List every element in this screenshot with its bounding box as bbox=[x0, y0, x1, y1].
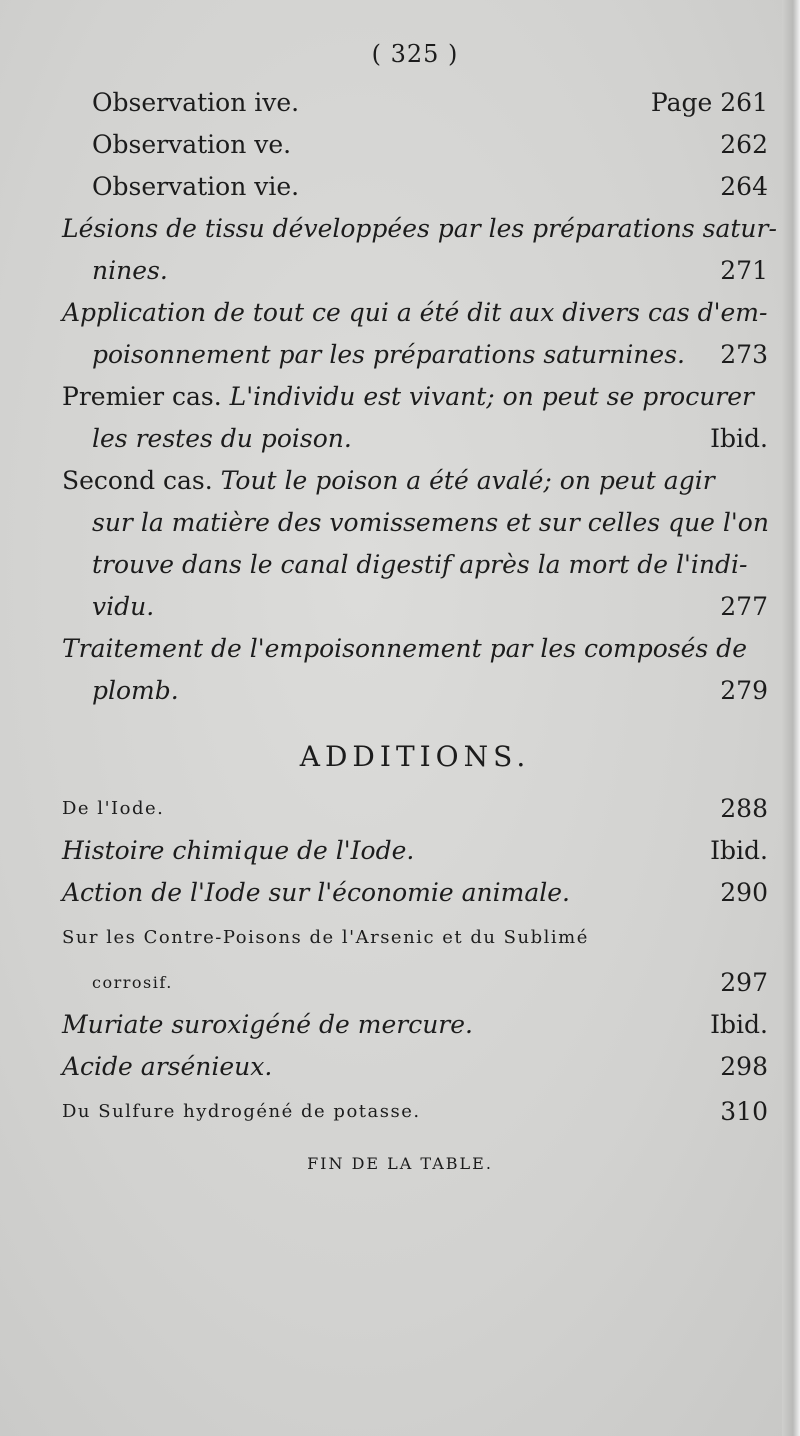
entry-title-line: Tout le poison a été avalé; on peut agir bbox=[220, 466, 715, 495]
entry-title-line: Muriate suroxigéné de mercure. bbox=[62, 1010, 473, 1039]
entry-page-number: Ibid. bbox=[710, 1010, 768, 1039]
entry-title-line: Sur les Contre-Poisons de l'Arsenic et du Sublimé bbox=[62, 927, 589, 948]
toc-entry bbox=[62, 460, 768, 628]
toc-entry bbox=[62, 1004, 768, 1046]
entry-page-number: Page 261 bbox=[650, 88, 768, 117]
toc-entries bbox=[62, 82, 777, 712]
entry-page-number: 273 bbox=[720, 340, 768, 369]
entry-title-line: Traitement de l'empoisonnement par les composés de bbox=[62, 634, 747, 663]
entry-page-number: Ibid. bbox=[710, 836, 768, 865]
entry-title-line: Observation ve. bbox=[92, 130, 292, 159]
entry-title-line: Application de tout ce qui a été dit aux divers cas d'em- bbox=[62, 298, 768, 327]
additions-entries bbox=[62, 785, 768, 1133]
entry-page-number: 297 bbox=[720, 968, 768, 997]
entry-prefix: Premier cas. bbox=[62, 382, 222, 411]
entry-title-line: Acide arsénieux. bbox=[62, 1052, 273, 1081]
additions-heading: ADDITIONS. bbox=[299, 740, 531, 773]
entry-title-line: Du Sulfure hydrogéné de potasse. bbox=[62, 1101, 421, 1122]
entry-title-line: De l'Iode. bbox=[62, 798, 165, 819]
entry-title-line: corrosif. bbox=[92, 973, 173, 992]
toc-entry bbox=[62, 914, 768, 1004]
page-edge bbox=[782, 0, 800, 1436]
toc-entry bbox=[62, 1088, 768, 1133]
entry-title-line: Action de l'Iode sur l'économie animale. bbox=[62, 878, 570, 907]
entry-page-number: 277 bbox=[720, 592, 768, 621]
toc-entry bbox=[62, 82, 768, 124]
table-of-contents bbox=[62, 40, 777, 1133]
toc-entry bbox=[62, 376, 768, 460]
entry-page-number: 310 bbox=[720, 1097, 768, 1126]
entry-title-line: plomb. bbox=[92, 676, 179, 705]
entry-title-line: vidu. bbox=[92, 592, 155, 621]
toc-entry bbox=[62, 124, 768, 166]
entry-page-number: 262 bbox=[720, 130, 768, 159]
entry-page-number: 288 bbox=[720, 794, 768, 823]
entry-page-number: Ibid. bbox=[710, 424, 768, 453]
toc-entry bbox=[62, 872, 768, 914]
toc-entry bbox=[62, 830, 768, 872]
end-of-table: FIN DE LA TABLE. bbox=[307, 1154, 493, 1173]
entry-page-number: 264 bbox=[720, 172, 768, 201]
toc-entry bbox=[62, 628, 768, 712]
toc-entry bbox=[62, 1046, 768, 1088]
entry-title-line: Observation ive. bbox=[92, 88, 300, 117]
entry-page-number: 290 bbox=[720, 878, 768, 907]
entry-title-line: Observation vie. bbox=[92, 172, 300, 201]
entry-page-number: 279 bbox=[720, 676, 768, 705]
entry-prefix: Second cas. bbox=[62, 466, 213, 495]
entry-title-line: Lésions de tissu développées par les préparations satur- bbox=[62, 214, 777, 243]
toc-entry bbox=[62, 166, 768, 208]
entry-page-number: 271 bbox=[720, 256, 768, 285]
toc-entry bbox=[62, 292, 768, 376]
entry-title-line: nines. bbox=[92, 256, 168, 285]
entry-title-line: trouve dans le canal digestif après la mort de l'indi- bbox=[92, 550, 748, 579]
entry-title-line: Histoire chimique de l'Iode. bbox=[62, 836, 415, 865]
entry-title-line: sur la matière des vomissemens et sur celles que l'on bbox=[92, 508, 769, 537]
page-number: ( 325 ) bbox=[371, 40, 459, 68]
toc-entry bbox=[62, 785, 768, 830]
entry-title-line: les restes du poison. bbox=[92, 424, 352, 453]
toc-entry bbox=[62, 208, 777, 292]
entry-page-number: 298 bbox=[720, 1052, 768, 1081]
entry-title-line: poisonnement par les préparations saturnines. bbox=[92, 340, 685, 369]
entry-title-line: L'individu est vivant; on peut se procurer bbox=[229, 382, 754, 411]
